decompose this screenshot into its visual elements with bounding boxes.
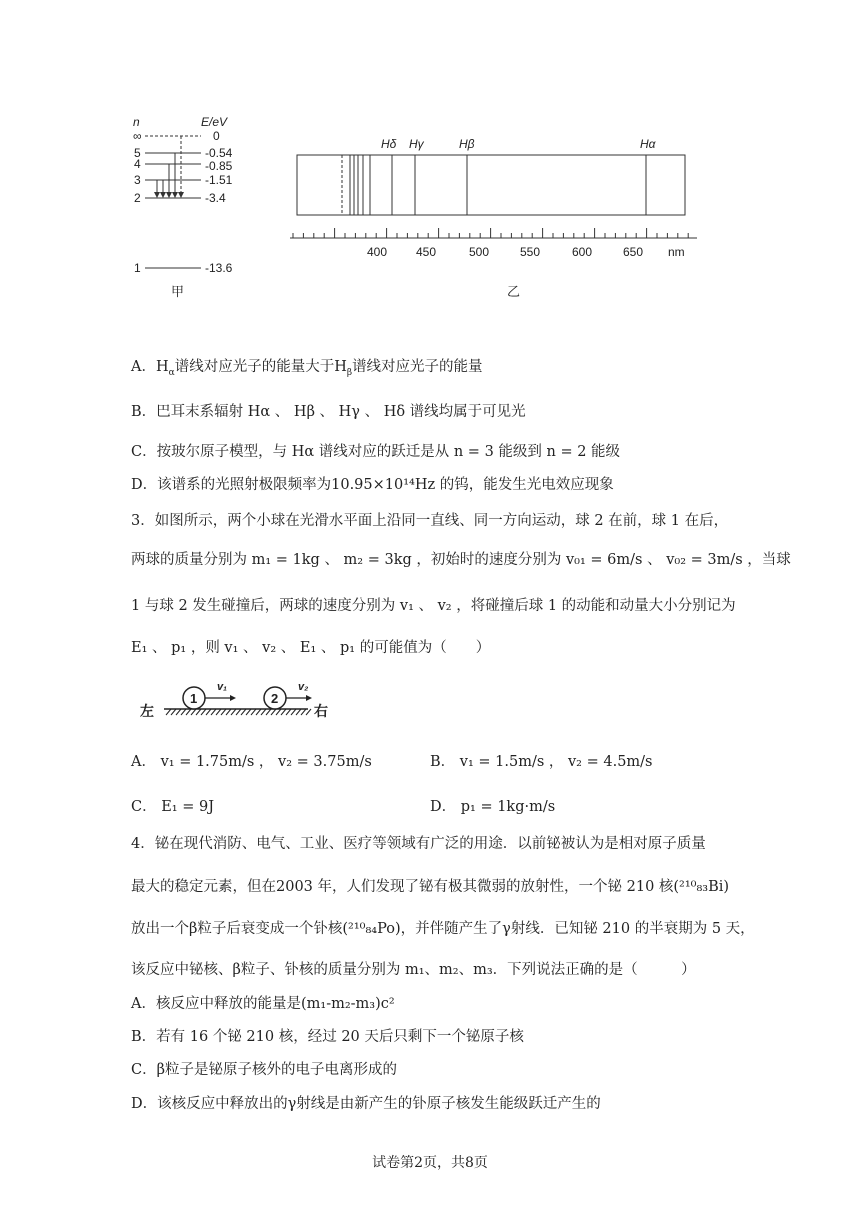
energy-level-diagram: [125, 110, 265, 300]
ground-hatch: [286, 709, 291, 715]
ground-hatch: [291, 709, 296, 715]
level-n-inf: ∞: [133, 129, 142, 143]
tick-label-650: 650: [623, 245, 644, 259]
q3-option-c: C． E₁ = 9J: [131, 799, 215, 815]
level-e-1: -13.6: [205, 261, 233, 275]
q4-stem-line2: 最大的稳定元素，但在2003 年，人们发现了铋有极其微弱的放射性，一个铋 210 核(²¹⁰₈₃Bi): [131, 879, 730, 895]
q4-option-d: D．该核反应中释放出的γ射线是由新产生的钋原子核发生能级跃迁产生的: [131, 1096, 601, 1112]
ground-hatch: [211, 709, 216, 715]
tick-label-500: 500: [469, 245, 490, 259]
diagram-caption-yi: 乙: [507, 284, 521, 299]
ground-hatch: [246, 709, 251, 715]
q3-option-a: A． v₁ = 1.75m/s ， v₂ = 3.75m/s: [131, 754, 372, 770]
level-e-4: -0.85: [205, 159, 233, 173]
q3-stem-line4: E₁ 、 p₁ ，则 v₁ 、 v₂ 、 E₁ 、 p₁ 的可能值为（ ）: [131, 640, 491, 656]
ground-hatch: [191, 709, 196, 715]
ground-hatch: [256, 709, 261, 715]
q3-option-b: B． v₁ = 1.5m/s ， v₂ = 4.5m/s: [430, 754, 653, 770]
hydrogen-spectrum: [285, 130, 705, 305]
q4-stem-line1: 4．铋在现代消防、电气、工业、医疗等领域有广泛的用途．以前铋被认为是相对原子质量: [131, 836, 706, 852]
spectrum-box: [297, 155, 685, 215]
ground-hatch: [301, 709, 306, 715]
tick-label-400: 400: [367, 245, 388, 259]
label-h-alpha: Hα: [640, 137, 656, 151]
axis-unit: nm: [668, 245, 685, 259]
ground-hatch: [196, 709, 201, 715]
q2-option-b: B．巴耳末系辐射 Hα 、 Hβ 、 Hγ 、 Hδ 谱线均属于可见光: [131, 404, 526, 420]
ground-hatch: [261, 709, 266, 715]
ground-hatch: [166, 709, 171, 715]
level-n-3: 3: [134, 173, 141, 187]
tick-label-600: 600: [572, 245, 593, 259]
ground-hatch: [266, 709, 271, 715]
n-axis-label: n: [133, 115, 140, 129]
level-e-inf: 0: [213, 129, 220, 143]
ground-hatch: [181, 709, 186, 715]
ground-hatch: [226, 709, 231, 715]
diagram-caption-jia: 甲: [171, 284, 185, 299]
figure-left-label: 左: [140, 703, 154, 719]
level-n-1: 1: [134, 261, 141, 275]
level-n-2: 2: [134, 191, 141, 205]
q2-option-a: A．$H_\alpha$谱线对应光子的能量大于$H_\beta$谱线对应光子的能量: [131, 359, 483, 378]
q3-stem-line3: 1 与球 2 发生碰撞后，两球的速度分别为 v₁ 、 v₂ ，将碰撞后球 1 的动能和动量大小分别记为: [131, 598, 736, 614]
ball-2-label: 2: [271, 691, 279, 706]
level-n-5: 5: [134, 146, 141, 160]
q2-option-c: C．按玻尔原子模型，与 Hα 谱线对应的跃迁是从 n = 3 能级到 n = 2 能级: [131, 444, 621, 460]
ground-hatch: [186, 709, 191, 715]
ground-hatch: [221, 709, 226, 715]
q3-stem-line1: 3．如图所示，两个小球在光滑水平面上沿同一直线、同一方向运动，球 2 在前，球 1 在后，: [131, 513, 729, 529]
level-e-3: -1.51: [205, 173, 233, 187]
ground-hatch: [296, 709, 301, 715]
ground-hatch: [241, 709, 246, 715]
level-e-5: -0.54: [205, 146, 233, 160]
q2-option-d: D．该谱系的光照射极限频率为10.95×10¹⁴Hz 的钨，能发生光电效应现象: [131, 477, 614, 493]
v2-label: v₂: [298, 681, 309, 693]
v1-label: v₁: [217, 681, 227, 693]
ball-1-label: 1: [190, 691, 198, 706]
q4-stem-line4: 该反应中铋核、β粒子、钋核的质量分别为 m₁、m₂、m₃．下列说法正确的是（ ）: [131, 962, 696, 978]
q3-stem-line2: 两球的质量分别为 m₁ = 1kg 、 m₂ = 3kg ，初始时的速度分别为 v₀₁ = 6m/s 、 v₀₂ = 3m/s ，当球: [131, 552, 791, 568]
energy-axis-label: E/eV: [201, 115, 228, 129]
ground-hatch: [201, 709, 206, 715]
ground-hatch: [206, 709, 211, 715]
label-h-delta: Hδ: [381, 137, 397, 151]
page-footer: 试卷第2页，共8页: [372, 1155, 488, 1171]
ground-hatch: [306, 709, 311, 715]
q4-stem-line3: 放出一个β粒子后衰变成一个钋核(²¹⁰₈₄Po)，并伴随产生了γ射线．已知铋 210 的半衰期为 5 天，: [131, 921, 755, 937]
collision-figure: [138, 676, 338, 726]
tick-label-550: 550: [520, 245, 541, 259]
ground-hatch: [231, 709, 236, 715]
tick-label-450: 450: [416, 245, 437, 259]
ground-hatch: [251, 709, 256, 715]
ground-hatch: [276, 709, 281, 715]
ground-hatch: [236, 709, 241, 715]
level-n-4: 4: [134, 157, 141, 171]
ground-hatch: [216, 709, 221, 715]
ground-hatch: [281, 709, 286, 715]
ground-hatch: [171, 709, 176, 715]
ground-hatch: [271, 709, 276, 715]
q4-option-b: B．若有 16 个铋 210 核，经过 20 天后只剩下一个铋原子核: [131, 1029, 524, 1045]
q3-option-d: D． p₁ = 1kg·m/s: [430, 799, 556, 815]
label-h-beta: Hβ: [459, 137, 475, 151]
q4-option-a: A．核反应中释放的能量是(m₁-m₂-m₃)c²: [131, 996, 395, 1012]
level-e-2: -3.4: [205, 191, 226, 205]
label-h-gamma: Hγ: [409, 137, 424, 151]
figure-right-label: 右: [314, 703, 328, 719]
q4-option-c: C．β粒子是铋原子核外的电子电离形成的: [131, 1062, 397, 1078]
ground-hatch: [176, 709, 181, 715]
